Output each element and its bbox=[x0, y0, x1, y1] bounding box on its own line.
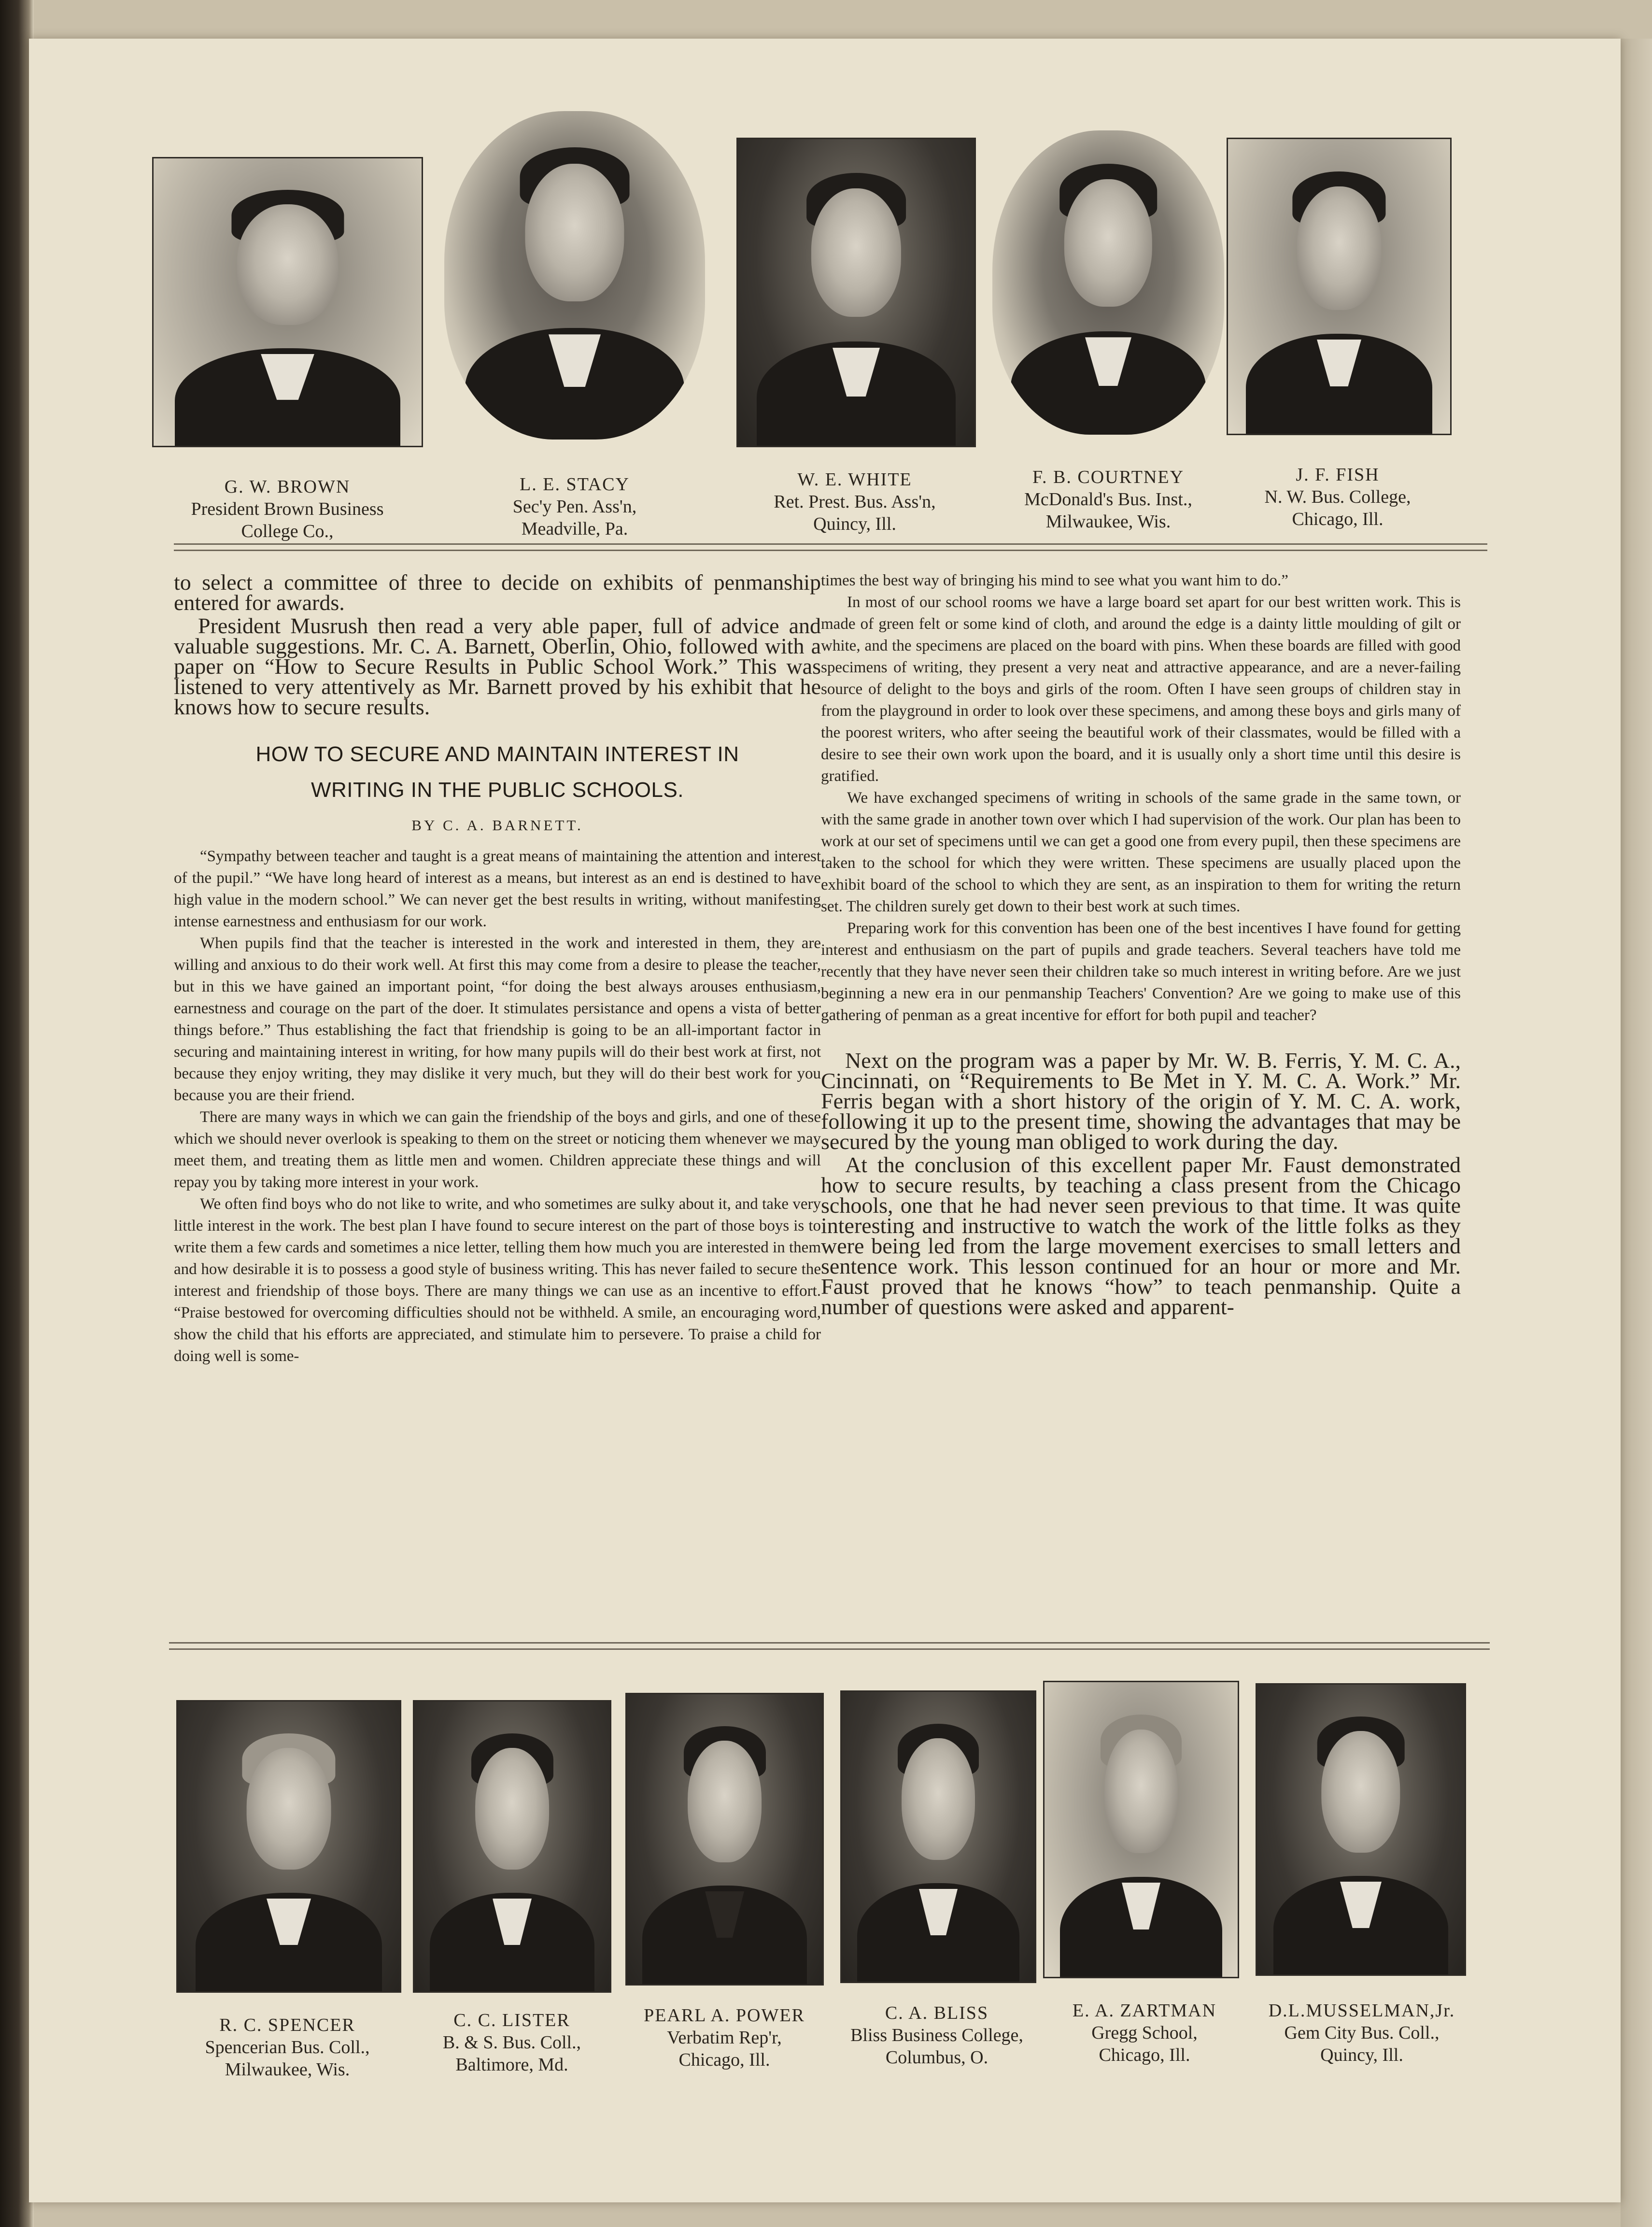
portrait-photo bbox=[444, 111, 705, 440]
divider-rule bbox=[174, 550, 1487, 551]
article-paragraph: In most of our school rooms we have a large board set apart for our best written work. This is made of green felt or some kind of cloth, and around the edge is a dainty little moulding of gilt or white, and the specimens are placed on the board with pins. When these boards are filled with good specimens of writing, they present a very neat and attractive appearance, and are a never-failing source of delight to the boys and girls of the room. Often I have seen groups of children stay in from the playground in order to look over these specimens, and among these boys and girls many of the poorest writers, who after seeing the beautiful work of their classmates, would be filled with a desire to see their own work upon the board, and it is usually only a short time until this desire is gratified. bbox=[821, 594, 1461, 785]
portrait-caption bbox=[1048, 2000, 1241, 2066]
portrait-caption bbox=[816, 2002, 1058, 2069]
caption-line: B. & S. Bus. Coll., bbox=[442, 2032, 581, 2053]
portrait-photo bbox=[176, 1700, 401, 1993]
divider-rule bbox=[169, 1648, 1490, 1650]
portrait-photo bbox=[1256, 1683, 1466, 1976]
divider-rule bbox=[174, 543, 1487, 545]
portrait-photo bbox=[413, 1700, 611, 1993]
caption-line: Sec'y Pen. Ass'n, bbox=[512, 496, 637, 517]
caption-line: Milwaukee, Wis. bbox=[1045, 511, 1171, 532]
right-text-column bbox=[821, 570, 1461, 1320]
portrait-photo bbox=[1043, 1681, 1239, 1978]
caption-name: PEARL A. POWER bbox=[644, 2005, 805, 2026]
caption-line: Bliss Business College, bbox=[850, 2025, 1023, 2045]
caption-line: Quincy, Ill. bbox=[1320, 2045, 1403, 2065]
caption-name: G. W. BROWN bbox=[224, 477, 351, 497]
portrait-photo bbox=[840, 1690, 1036, 1983]
article-paragraph: We have exchanged specimens of writing in schools of the same grade in the same town, or with the same grade in another town over which I had supervision of the work. Our plan has been to work at our set of specimens until we can get a good one from every pupil, then these specimens are taken to the school for which they were written. These specimens are usually placed upon the exhibit board of the school to which they are sent, as an inspiration to them for writing the return set. The children surely get down to their best work at such times. bbox=[821, 789, 1461, 915]
portrait-photo bbox=[1227, 138, 1452, 435]
caption-line: Chicago, Ill. bbox=[1292, 509, 1384, 529]
caption-line: N. W. Bus. College, bbox=[1264, 487, 1411, 507]
caption-line: Quincy, Ill. bbox=[813, 514, 896, 534]
portrait-photo bbox=[736, 138, 976, 447]
portrait-photo bbox=[625, 1693, 824, 1986]
left-text-column bbox=[174, 572, 821, 1367]
caption-name: W. E. WHITE bbox=[797, 469, 912, 490]
caption-name: L. E. STACY bbox=[520, 474, 630, 495]
caption-line: Baltimore, Md. bbox=[455, 2055, 568, 2075]
caption-line: President Brown Business bbox=[191, 499, 384, 519]
caption-name: C. C. LISTER bbox=[453, 2010, 570, 2030]
caption-name: C. A. BLISS bbox=[885, 2003, 989, 2023]
article-paragraph: There are many ways in which we can gain the friendship of the boys and girls, and one of these which we should never overlook is speaking to them on the street or noticing them whenever we may meet them, and treating them as little men and women. Children appreciate these things and will repay you by taking more interest in your work. bbox=[174, 1108, 821, 1191]
caption-name: J. F. FISH bbox=[1296, 465, 1380, 485]
caption-line: Chicago, Ill. bbox=[678, 2050, 770, 2070]
portrait-caption bbox=[1246, 2000, 1478, 2066]
intro-paragraph: to select a committee of three to decide on exhibits of penmanship entered for awards. bbox=[174, 570, 821, 615]
portrait-photo bbox=[152, 157, 423, 447]
magazine-page bbox=[29, 39, 1621, 2202]
portrait-caption bbox=[1222, 464, 1454, 530]
caption-line: Gregg School, bbox=[1091, 2023, 1198, 2043]
portrait-caption bbox=[988, 466, 1229, 533]
portrait-caption bbox=[720, 468, 990, 535]
caption-line: Spencerian Bus. Coll., bbox=[205, 2037, 370, 2057]
article-paragraph: “Sympathy between teacher and taught is a great means of maintaining the attention and interest of the pupil.” “We have long heard of interest as a means, but interest as an end is destined to have high value in the modern school.” We can never get the best results in writing, without manifesting intense earnestness and enthusiasm for our work. bbox=[174, 848, 821, 930]
caption-name: D.L.MUSSELMAN,Jr. bbox=[1268, 2000, 1455, 2021]
article-paragraph: We often find boys who do not like to write, and who sometimes are sulky about it, and take very little interest in the work. The best plan I have found to secure interest on the part of those boys is to write them a few cards and sometimes a nice letter, telling them how much you are interested in them and how desirable it is to possess a good style of business writing. This has never failed to secure the interest and friendship of those boys. There are many things we can use as an incentive to effort. “Praise bestowed for overcoming difficulties should not be withheld. A smile, an encouraging word, show the child that his efforts are appreciated, and stimulate him to persevere. To praise a child for doing well is some- bbox=[174, 1195, 821, 1365]
article-byline: BY C. A. BARNETT. bbox=[411, 817, 583, 834]
caption-line: Meadville, Pa. bbox=[521, 519, 628, 539]
portrait-caption bbox=[444, 473, 705, 540]
portrait-photo bbox=[992, 130, 1224, 435]
report-paragraph: At the conclusion of this excellent paper Mr. Faust demonstrated how to secure results, by teaching a class present from the Chicago schools, one that he had never seen previous to that time. It was quite interesting and instructive to watch the work of the little folks as they were being led from the large movement exercises to small letters and sentence work. This lesson continued for an hour or more and Mr. Faust proved that he knows “how” to teach penmanship. Quite a number of questions were asked and apparent- bbox=[821, 1152, 1461, 1319]
article-paragraph: Preparing work for this convention has been one of the best incentives I have found for getting interest and enthusiasm on the part of pupils and grade teachers. Several teachers have told me recently that they have never seen their children take so much interest in writing before. Are we just beginning a new era in our penmanship Teachers' Convention? Are we going to make use of this gathering of penman as a great incentive for effort for both pupil and teacher? bbox=[821, 920, 1461, 1024]
portrait-caption bbox=[162, 2014, 413, 2081]
report-paragraph: Next on the program was a paper by Mr. W. B. Ferris, Y. M. C. A., Cincinnati, on “Requirements to Be Met in Y. M. C. A. Work.” Mr. Ferris began with a short history of the origin of Y. M. C. A. work, following it up to the present time, showing the advantages that may be secured by the young man obliged to work during the day. bbox=[821, 1048, 1461, 1154]
caption-line: College Co., bbox=[241, 521, 334, 541]
article-paragraph: times the best way of bringing his mind to see what you want him to do.” bbox=[821, 572, 1288, 589]
intro-paragraph: President Musrush then read a very able paper, full of advice and valuable suggestions. Mr. C. A. Barnett, Oberlin, Ohio, followed with a paper on “How to Secure Results in Public School Work.” This was listened to very attentively as Mr. Barnett proved by his exhibit that he knows how to secure results. bbox=[174, 613, 821, 719]
caption-name: F. B. COURTNEY bbox=[1032, 467, 1185, 487]
caption-line: McDonald's Bus. Inst., bbox=[1024, 489, 1192, 510]
caption-name: R. C. SPENCER bbox=[219, 2015, 355, 2035]
caption-line: Gem City Bus. Coll., bbox=[1284, 2023, 1440, 2043]
portrait-caption bbox=[403, 2009, 621, 2076]
divider-rule bbox=[169, 1642, 1490, 1644]
portrait-caption bbox=[616, 2004, 833, 2071]
caption-line: Milwaukee, Wis. bbox=[225, 2059, 350, 2080]
headline-line: HOW TO SECURE AND MAINTAIN INTEREST IN bbox=[255, 742, 739, 766]
caption-line: Chicago, Ill. bbox=[1099, 2045, 1190, 2065]
caption-line: Ret. Prest. Bus. Ass'n, bbox=[774, 492, 936, 512]
caption-name: E. A. ZARTMAN bbox=[1072, 2000, 1217, 2021]
headline-line: WRITING IN THE PUBLIC SCHOOLS. bbox=[311, 778, 684, 802]
page-stack-edge bbox=[1621, 39, 1652, 2227]
caption-line: Verbatim Rep'r, bbox=[667, 2028, 782, 2048]
article-headline bbox=[174, 737, 821, 808]
caption-line: Columbus, O. bbox=[885, 2047, 988, 2068]
portrait-caption bbox=[133, 476, 442, 542]
article-paragraph: When pupils find that the teacher is interested in the work and interested in them, they are willing and anxious to do their work well. At first this may come from a desire to please the teacher, but in this we have gained an important point, “for doing the best always arouses enthusiasm, earnestness and courage on the part of the doer. It stimulates persistance and opens a vista of better things before.” Thus establishing the fact that friendship is going to be an all-important factor in securing and maintaining interest in writing, for how many pupils will do their best work at first, not because they enjoy writing, they may dislike it very much, but they will do their best work for you because you are their friend. bbox=[174, 935, 821, 1104]
